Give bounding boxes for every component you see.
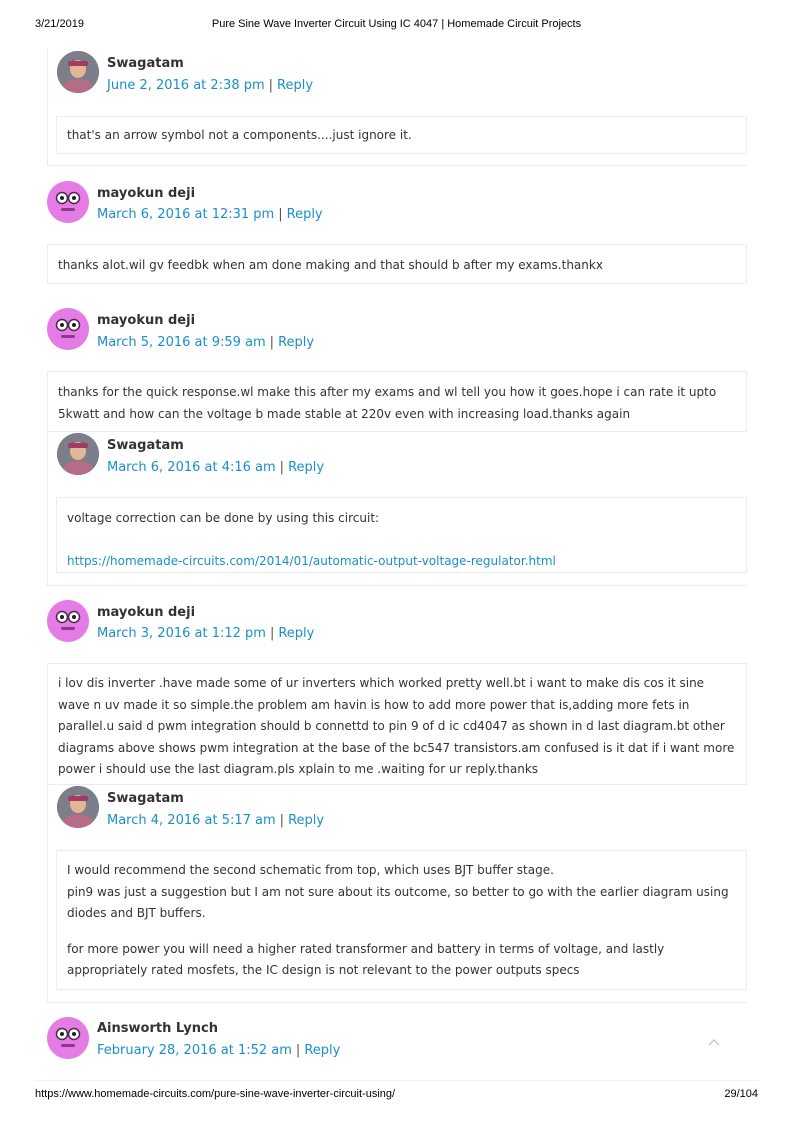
comment-text: that's an arrow symbol not a components....just ignore it. bbox=[67, 128, 412, 142]
reply-link[interactable]: Reply bbox=[288, 813, 325, 828]
thread-line bbox=[47, 165, 747, 166]
meta-separator: | bbox=[268, 78, 274, 93]
meta-separator: | bbox=[269, 626, 275, 641]
print-header bbox=[0, 18, 793, 34]
comment-meta bbox=[97, 207, 323, 222]
comment-author: mayokun deji bbox=[97, 605, 196, 620]
comment-text: i lov dis inverter .have made some of ur inverters which worked pretty well.bt i want to make dis cos it sine wave n uv made it so simple.the problem am havin is how to add more power that is,adding more fets in parallel.u said d pwm integration should b connettd to pin 9 of d ic cd4047 as shown in d last diagram.bt other diagrams above shows pwm integration at the base of the bc547 transistors.am confused is it dat if i want more power i should use the last diagram.pls xplain to me .waiting for ur reply.thanks bbox=[58, 676, 735, 776]
comment-author: Swagatam bbox=[107, 56, 184, 71]
comment-meta bbox=[97, 626, 314, 641]
user-photo-icon bbox=[57, 786, 99, 828]
comment-body bbox=[47, 244, 747, 284]
comment-date-link[interactable]: March 6, 2016 at 12:31 pm bbox=[97, 207, 275, 222]
comment-author: Ainsworth Lynch bbox=[97, 1021, 218, 1036]
comment-date-link[interactable]: March 6, 2016 at 4:16 am bbox=[107, 460, 276, 475]
divider bbox=[35, 1080, 758, 1081]
print-page-number: 29/104 bbox=[724, 1088, 758, 1100]
meta-separator: | bbox=[295, 1043, 301, 1058]
robot-avatar-icon bbox=[47, 181, 89, 223]
comment-author: mayokun deji bbox=[97, 186, 196, 201]
comment-date-link[interactable]: March 5, 2016 at 9:59 am bbox=[97, 335, 266, 350]
comment-date-link[interactable]: February 28, 2016 at 1:52 am bbox=[97, 1043, 292, 1058]
comment-text: voltage correction can be done by using this circuit: bbox=[67, 511, 380, 525]
thread-line bbox=[47, 585, 747, 586]
comment-meta bbox=[97, 1043, 340, 1058]
comment-body bbox=[56, 497, 747, 573]
thread-line bbox=[47, 48, 48, 166]
comment-text: for more power you will need a higher rated transformer and battery in terms of voltage, and lastly appropriately rated mosfets, the IC design is not relevant to the power outputs specs bbox=[67, 941, 665, 977]
comment-body bbox=[47, 663, 747, 785]
comment-author: mayokun deji bbox=[97, 313, 196, 328]
meta-separator: | bbox=[278, 207, 283, 222]
thread-line bbox=[47, 432, 48, 586]
print-url: https://www.homemade-circuits.com/pure-sine-wave-inverter-circuit-using/ bbox=[35, 1088, 396, 1100]
comment-date-link[interactable]: March 4, 2016 at 5:17 am bbox=[107, 813, 276, 828]
thread-line bbox=[47, 785, 48, 1003]
comment-body bbox=[47, 371, 747, 432]
reply-link[interactable]: Reply bbox=[277, 78, 314, 93]
robot-avatar-icon bbox=[47, 1017, 89, 1059]
thread-line bbox=[47, 1002, 747, 1003]
comment-meta bbox=[97, 335, 314, 350]
print-page-title: Pure Sine Wave Inverter Circuit Using IC 4047 | Homemade Circuit Projects bbox=[211, 18, 582, 30]
user-photo-icon bbox=[57, 433, 99, 475]
user-photo-icon bbox=[57, 51, 99, 93]
comment-meta bbox=[107, 460, 324, 475]
comment-text: thanks for the quick response.wl make this after my exams and wl tell you how it goes.hope i can rate it upto 5kwatt and how can the voltage b made stable at 220v even with increasing load.thanks again bbox=[58, 385, 717, 421]
comment-body bbox=[56, 850, 747, 990]
comment-date-link[interactable]: June 2, 2016 at 2:38 pm bbox=[107, 78, 265, 93]
comment-date-link[interactable]: March 3, 2016 at 1:12 pm bbox=[97, 626, 266, 641]
reply-link[interactable]: Reply bbox=[286, 207, 323, 222]
chevron-up-icon[interactable] bbox=[706, 1036, 722, 1048]
print-date: 3/21/2019 bbox=[35, 18, 84, 30]
robot-avatar-icon bbox=[47, 600, 89, 642]
comment-link-paragraph bbox=[67, 551, 736, 573]
meta-separator: | bbox=[269, 335, 275, 350]
reply-link[interactable]: Reply bbox=[278, 626, 315, 641]
comment-body bbox=[56, 116, 747, 154]
comment-meta bbox=[107, 78, 313, 93]
comment-text: I would recommend the second schematic from top, which uses BJT buffer stage. pin9 was just a suggestion but I am not sure about its outcome, so better to go with the earlier diagram using diodes and BJT buffers. bbox=[67, 863, 729, 920]
meta-separator: | bbox=[279, 813, 285, 828]
robot-avatar-icon bbox=[47, 308, 89, 350]
meta-separator: | bbox=[279, 460, 285, 475]
comment-link[interactable]: https://homemade-circuits.com/2014/01/automatic-output-voltage-regulator.html bbox=[67, 553, 556, 568]
comment-author: Swagatam bbox=[107, 438, 184, 453]
comment-text: thanks alot.wil gv feedbk when am done making and that should b after my exams.thankx bbox=[58, 258, 603, 272]
reply-link[interactable]: Reply bbox=[288, 460, 325, 475]
reply-link[interactable]: Reply bbox=[304, 1043, 341, 1058]
reply-link[interactable]: Reply bbox=[278, 335, 315, 350]
comment-meta bbox=[107, 813, 324, 828]
print-footer bbox=[0, 1088, 793, 1104]
comment-author: Swagatam bbox=[107, 791, 184, 806]
